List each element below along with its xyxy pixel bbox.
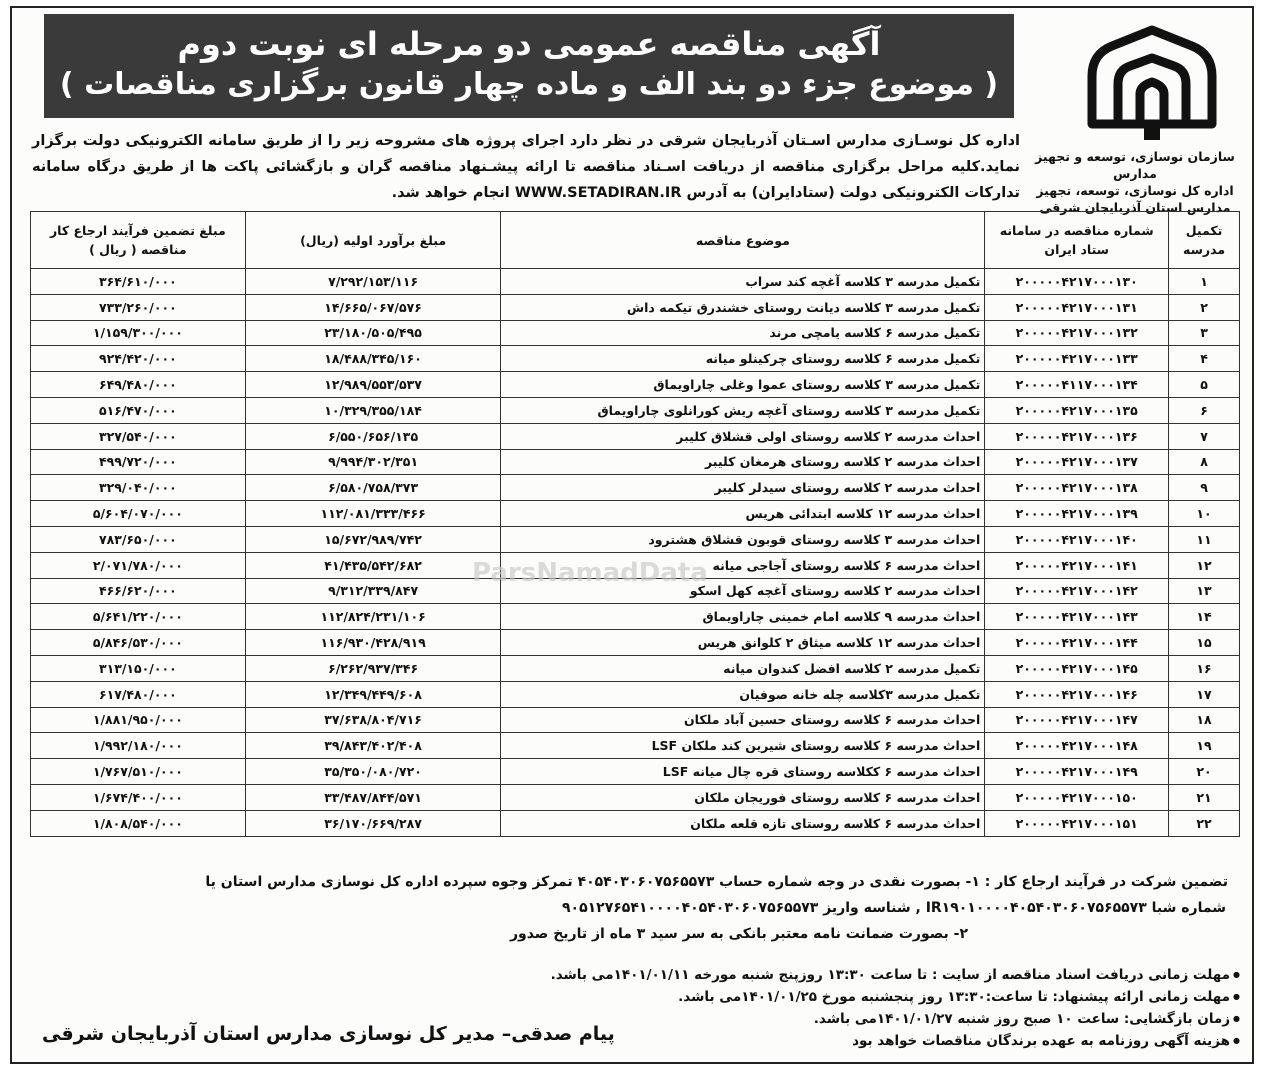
- cell-subject: احداث مدرسه ۶ کلاسه روستای تازه قلعه ملکان: [501, 810, 985, 836]
- cell-guarantee: ۵/۶۴۱/۲۲۰/۰۰۰: [31, 604, 246, 630]
- table-row: [31, 578, 1240, 604]
- table-header-row: [31, 212, 1240, 269]
- cell-estimate: ۴۱/۴۳۵/۵۴۲/۶۸۲: [245, 552, 501, 578]
- cell-subject: احداث مدرسه ۲ کلاسه روستای اولی قشلاق کلیبر: [501, 423, 985, 449]
- cell-tender-number: ۲۰۰۰۰۰۴۲۱۷۰۰۰۱۳۶: [985, 423, 1169, 449]
- cell-row-number: ۸: [1169, 449, 1240, 475]
- cell-tender-number: ۲۰۰۰۰۰۴۲۱۷۰۰۰۱۴۹: [985, 759, 1169, 785]
- guarantee-line-1: تضمین شرکت در فرآیند ارجاع کار : ۱- بصورت نقدی در وجه شماره حساب ۴۰۵۴۰۳۰۶۰۷۵۶۵۵۷۳ تمرکز وجوه سپرده اداره کل نوسازی مدارس استان یا: [205, 874, 1228, 890]
- cell-tender-number: ۲۰۰۰۰۰۴۲۱۷۰۰۰۱۳۹: [985, 501, 1169, 527]
- notes-list: [551, 964, 1240, 1052]
- cell-estimate: ۶/۵۸۰/۷۵۸/۳۷۳: [245, 475, 501, 501]
- table-row: [31, 630, 1240, 656]
- cell-tender-number: ۲۰۰۰۰۰۴۲۱۷۰۰۰۱۴۶: [985, 681, 1169, 707]
- cell-tender-number: ۲۰۰۰۰۰۴۲۱۷۰۰۰۱۵۰: [985, 784, 1169, 810]
- organization-line-2: اداره کل نوسازی، توسعه، تجهیز: [1036, 183, 1234, 198]
- table-row: [31, 269, 1240, 295]
- cell-subject: احداث مدرسه ۳ کلاسه روستای قوبون قشلاق هشترود: [501, 526, 985, 552]
- cell-row-number: ۱۳: [1169, 578, 1240, 604]
- note-item: ● هزینه آگهی روزنامه به عهده برندگان مناقصات خواهد بود: [551, 1030, 1240, 1052]
- cell-estimate: ۳۷/۶۳۸/۸۰۴/۷۱۶: [245, 707, 501, 733]
- cell-estimate: ۱۵/۶۷۲/۹۸۹/۷۴۲: [245, 526, 501, 552]
- cell-estimate: ۱۸/۴۸۸/۳۴۵/۱۶۰: [245, 346, 501, 372]
- cell-guarantee: ۱/۱۵۹/۳۰۰/۰۰۰: [31, 320, 246, 346]
- table-row: [31, 501, 1240, 527]
- cell-subject: احداث مدرسه ۶ ککلاسه روستای قره چال میانه LSF: [501, 759, 985, 785]
- cell-row-number: ۵: [1169, 372, 1240, 398]
- cell-tender-number: ۲۰۰۰۰۰۴۲۱۷۰۰۰۱۵۱: [985, 810, 1169, 836]
- cell-subject: احداث مدرسه ۱۲ کلاسه میثاق ۲ کلوانق هریس: [501, 630, 985, 656]
- table-body: [31, 269, 1240, 837]
- cell-row-number: ۱۰: [1169, 501, 1240, 527]
- cell-subject: تکمیل مدرسه ۳ کلاسه روستای عموا وغلی چاراویماق: [501, 372, 985, 398]
- cell-row-number: ۱۸: [1169, 707, 1240, 733]
- cell-subject: تکمیل مدرسه ۲ کلاسه افضل کندوان میانه: [501, 655, 985, 681]
- table-row: [31, 423, 1240, 449]
- cell-tender-number: ۲۰۰۰۰۰۴۲۱۷۰۰۰۱۳۸: [985, 475, 1169, 501]
- cell-guarantee: ۳۲۷/۵۴۰/۰۰۰: [31, 423, 246, 449]
- cell-estimate: ۶/۵۵۰/۶۵۶/۱۳۵: [245, 423, 501, 449]
- cell-guarantee: ۵/۶۰۴/۰۷۰/۰۰۰: [31, 501, 246, 527]
- cell-row-number: ۱۴: [1169, 604, 1240, 630]
- table-row: [31, 552, 1240, 578]
- cell-guarantee: ۳۶۴/۶۱۰/۰۰۰: [31, 269, 246, 295]
- cell-subject: احداث مدرسه ۶ کلاسه روستای حسین آباد ملکان: [501, 707, 985, 733]
- cell-tender-number: ۲۰۰۰۰۰۴۲۱۷۰۰۰۱۴۳: [985, 604, 1169, 630]
- signature: پیام صدقی– مدیر کل نوسازی مدارس استان آذربایجان شرقی: [42, 1023, 615, 1045]
- table-row: [31, 681, 1240, 707]
- table-row: [31, 346, 1240, 372]
- cell-guarantee: ۷۸۳/۶۵۰/۰۰۰: [31, 526, 246, 552]
- note-item: ● مهلت زمانی ارائه پیشنهاد: تا ساعت:۱۳:۳۰ روز پنجشنبه مورخ ۱۴۰۱/۰۱/۲۵می باشد.: [551, 986, 1240, 1008]
- cell-guarantee: ۳۲۹/۰۴۰/۰۰۰: [31, 475, 246, 501]
- cell-estimate: ۳۳/۴۸۷/۸۴۴/۵۷۱: [245, 784, 501, 810]
- header-estimate: مبلغ برآورد اولیه (ریال): [245, 212, 501, 269]
- cell-guarantee: ۱/۹۹۲/۱۸۰/۰۰۰: [31, 733, 246, 759]
- tender-table: [30, 211, 1240, 837]
- organization-name: [1032, 148, 1238, 216]
- organization-line-1: سازمان نوسازی، توسعه و تجهیز مدارس: [1035, 149, 1235, 181]
- cell-tender-number: ۲۰۰۰۰۰۴۲۱۷۰۰۰۱۳۰: [985, 269, 1169, 295]
- cell-estimate: ۱۱۲/۸۲۴/۲۳۱/۱۰۶: [245, 604, 501, 630]
- cell-guarantee: ۵۱۶/۴۷۰/۰۰۰: [31, 397, 246, 423]
- cell-row-number: ۱: [1169, 269, 1240, 295]
- cell-guarantee: ۴۶۶/۶۲۰/۰۰۰: [31, 578, 246, 604]
- cell-row-number: ۹: [1169, 475, 1240, 501]
- cell-row-number: ۲۰: [1169, 759, 1240, 785]
- cell-tender-number: ۲۰۰۰۰۰۴۲۱۷۰۰۰۱۴۷: [985, 707, 1169, 733]
- cell-guarantee: ۶۱۷/۴۸۰/۰۰۰: [31, 681, 246, 707]
- cell-subject: تکمیل مدرسه ۳ کلاسه دیانت روستای خشندرق تیکمه داش: [501, 294, 985, 320]
- cell-subject: احداث مدرسه ۱۲ کلاسه ابتدائی هریس: [501, 501, 985, 527]
- cell-guarantee: ۵/۸۴۶/۵۳۰/۰۰۰: [31, 630, 246, 656]
- guarantee-section: [30, 869, 1228, 947]
- cell-row-number: ۷: [1169, 423, 1240, 449]
- cell-estimate: ۷/۲۹۲/۱۵۳/۱۱۶: [245, 269, 501, 295]
- cell-estimate: ۱۲/۳۴۹/۴۴۹/۶۰۸: [245, 681, 501, 707]
- table-row: [31, 655, 1240, 681]
- guarantee-line-2: شماره شبا IR۱۹۰۱۰۰۰۰۴۰۵۴۰۳۰۶۰۷۵۶۵۵۷۳ , شناسه واریز ۹۰۵۱۲۷۶۵۴۱۰۰۰۰۴۰۵۴۰۳۰۶۰۷۵۶۵۵۷۳: [561, 900, 1226, 916]
- table-row: [31, 397, 1240, 423]
- table-row: [31, 604, 1240, 630]
- cell-estimate: ۳۵/۳۵۰/۰۸۰/۷۲۰: [245, 759, 501, 785]
- cell-guarantee: ۱/۸۰۸/۵۴۰/۰۰۰: [31, 810, 246, 836]
- cell-tender-number: ۲۰۰۰۰۰۴۲۱۷۰۰۰۱۴۸: [985, 733, 1169, 759]
- table-row: [31, 526, 1240, 552]
- cell-estimate: ۱۱۲/۰۸۱/۳۳۳/۴۶۶: [245, 501, 501, 527]
- cell-guarantee: ۱/۶۷۴/۴۰۰/۰۰۰: [31, 784, 246, 810]
- cell-row-number: ۱۶: [1169, 655, 1240, 681]
- cell-subject: احداث مدرسه ۶ کلاسه روستای فوریجان ملکان: [501, 784, 985, 810]
- cell-subject: احداث مدرسه ۶ کلاسه روستای شیرین کند ملکان LSF: [501, 733, 985, 759]
- table-row: [31, 759, 1240, 785]
- cell-row-number: ۴: [1169, 346, 1240, 372]
- note-item: ● زمان بازگشایی: ساعت ۱۰ صبح روز شنبه ۱۴۰۱/۰۱/۲۷می باشد.: [551, 1008, 1240, 1030]
- organization-logo: [1070, 24, 1234, 142]
- table-row: [31, 449, 1240, 475]
- cell-guarantee: ۳۱۳/۱۵۰/۰۰۰: [31, 655, 246, 681]
- cell-row-number: ۱۹: [1169, 733, 1240, 759]
- table-row: [31, 294, 1240, 320]
- cell-subject: تکمیل مدرسه ۳ کلاسه روستای آغچه ریش کورانلوی چاراویماق: [501, 397, 985, 423]
- header-guarantee: مبلغ تضمین فرآیند ارجاع کار مناقصه ( ریال ): [31, 212, 246, 269]
- tender-notice: [10, 6, 1254, 1064]
- cell-estimate: ۱۱۶/۹۳۰/۴۲۸/۹۱۹: [245, 630, 501, 656]
- cell-guarantee: ۹۲۴/۴۲۰/۰۰۰: [31, 346, 246, 372]
- cell-estimate: ۱۲/۹۸۹/۵۵۳/۵۳۷: [245, 372, 501, 398]
- table-row: [31, 475, 1240, 501]
- cell-row-number: ۶: [1169, 397, 1240, 423]
- cell-guarantee: ۱/۸۸۱/۹۵۰/۰۰۰: [31, 707, 246, 733]
- guarantee-line-3: ۲- بصورت ضمانت نامه معتبر بانکی به سر سید ۳ ماه از تاریخ صدور: [509, 926, 969, 942]
- cell-tender-number: ۲۰۰۰۰۰۴۲۱۷۰۰۰۱۴۵: [985, 655, 1169, 681]
- cell-tender-number: ۲۰۰۰۰۰۴۱۱۷۰۰۰۱۳۴: [985, 372, 1169, 398]
- cell-estimate: ۹/۹۹۴/۳۰۲/۳۵۱: [245, 449, 501, 475]
- cell-guarantee: ۴۹۹/۷۲۰/۰۰۰: [31, 449, 246, 475]
- title-line-1: آگهی مناقصه عمومی دو مرحله ای نوبت دوم: [177, 25, 881, 63]
- cell-subject: احداث مدرسه ۲ کلاسه روستای آغچه کهل اسکو: [501, 578, 985, 604]
- cell-tender-number: ۲۰۰۰۰۰۴۲۱۷۰۰۰۱۴۱: [985, 552, 1169, 578]
- cell-row-number: ۲۲: [1169, 810, 1240, 836]
- title-banner: [44, 14, 1014, 118]
- organization-line-3: مدارس استان آذربایجان شرقی: [1039, 200, 1231, 215]
- cell-row-number: ۱۵: [1169, 630, 1240, 656]
- table-row: [31, 810, 1240, 836]
- cell-subject: احداث مدرسه ۲ کلاسه روستای سیدلر کلیبر: [501, 475, 985, 501]
- cell-estimate: ۳۹/۸۴۳/۴۰۲/۴۰۸: [245, 733, 501, 759]
- cell-estimate: ۲۳/۱۸۰/۵۰۵/۴۹۵: [245, 320, 501, 346]
- cell-row-number: ۲: [1169, 294, 1240, 320]
- cell-subject: تکمیل مدرسه ۶ کلاسه روستای چرکینلو میانه: [501, 346, 985, 372]
- cell-subject: احداث مدرسه ۹ کلاسه امام خمینی چاراویماق: [501, 604, 985, 630]
- watermark: ParsNamadData: [472, 558, 708, 588]
- cell-guarantee: ۶۴۹/۴۸۰/۰۰۰: [31, 372, 246, 398]
- note-item: ● مهلت زمانی دریافت اسناد مناقصه از سایت : تا ساعت ۱۳:۳۰ روزپنج شنبه مورخه ۱۴۰۱/۰۱/۱۱می باشد.: [551, 964, 1240, 986]
- cell-tender-number: ۲۰۰۰۰۰۴۲۱۷۰۰۰۱۴۲: [985, 578, 1169, 604]
- cell-estimate: ۱۰/۳۲۹/۳۵۵/۱۸۴: [245, 397, 501, 423]
- header-subject: موضوع مناقصه: [501, 212, 985, 269]
- title-line-2: ( موضوع جزء دو بند الف و ماده چهار قانون برگزاری مناقصات ): [59, 67, 999, 102]
- cell-subject: تکمیل مدرسه ۳ کلاسه آغچه کند سراب: [501, 269, 985, 295]
- header-row-number: تکمیل مدرسه: [1169, 212, 1240, 269]
- cell-tender-number: ۲۰۰۰۰۰۴۲۱۷۰۰۰۱۳۷: [985, 449, 1169, 475]
- cell-subject: احداث مدرسه ۶ کلاسه روستای آجاجی میانه: [501, 552, 985, 578]
- cell-tender-number: ۲۰۰۰۰۰۴۲۱۷۰۰۰۱۳۵: [985, 397, 1169, 423]
- cell-estimate: ۳۶/۱۷۰/۶۶۹/۲۸۷: [245, 810, 501, 836]
- cell-guarantee: ۲/۰۷۱/۷۸۰/۰۰۰: [31, 552, 246, 578]
- cell-guarantee: ۷۳۳/۲۶۰/۰۰۰: [31, 294, 246, 320]
- header-tender-number: شماره مناقصه در سامانه ستاد ایران: [985, 212, 1169, 269]
- cell-subject: تکمیل مدرسه ۶ کلاسه یامچی مرند: [501, 320, 985, 346]
- cell-row-number: ۳: [1169, 320, 1240, 346]
- cell-subject: تکمیل مدرسه ۳کلاسه چله خانه صوفیان: [501, 681, 985, 707]
- cell-row-number: ۲۱: [1169, 784, 1240, 810]
- cell-tender-number: ۲۰۰۰۰۰۴۲۱۷۰۰۰۱۴۰: [985, 526, 1169, 552]
- table-row: [31, 784, 1240, 810]
- cell-tender-number: ۲۰۰۰۰۰۴۲۱۷۰۰۰۱۳۲: [985, 320, 1169, 346]
- table-row: [31, 320, 1240, 346]
- cell-tender-number: ۲۰۰۰۰۰۴۲۱۷۰۰۰۱۴۴: [985, 630, 1169, 656]
- cell-estimate: ۹/۳۱۲/۳۳۹/۸۴۷: [245, 578, 501, 604]
- table-row: [31, 733, 1240, 759]
- cell-tender-number: ۲۰۰۰۰۰۴۲۱۷۰۰۰۱۳۱: [985, 294, 1169, 320]
- table-row: [31, 372, 1240, 398]
- cell-guarantee: ۱/۷۶۷/۵۱۰/۰۰۰: [31, 759, 246, 785]
- table-row: [31, 707, 1240, 733]
- intro-paragraph: اداره کل نوسـازی مدارس اسـتان آذربایجان شرقی در نظر دارد اجرای پروژه های مشروحه زیر را از طریق سامانه الکترونیکی دولت برگزار نماید.کلیه مراحل برگزاری مناقصه از دریافت اسـناد مناقصه تا ارائه پیشـنهاد مناقصه گران و بازگشائی پاکت ها از طریق درگاه سامانه تدارکات الکترونیکی دولت (ستادایران) به آدرس WWW.SETADIRAN.IR انجام خواهد شد.: [32, 133, 1020, 201]
- cell-subject: احداث مدرسه ۲ کلاسه روستای هرمغان کلیبر: [501, 449, 985, 475]
- cell-row-number: ۱۱: [1169, 526, 1240, 552]
- cell-tender-number: ۲۰۰۰۰۰۴۲۱۷۰۰۰۱۳۳: [985, 346, 1169, 372]
- cell-row-number: ۱۲: [1169, 552, 1240, 578]
- cell-estimate: ۱۴/۶۶۵/۰۶۷/۵۷۶: [245, 294, 501, 320]
- cell-row-number: ۱۷: [1169, 681, 1240, 707]
- cell-estimate: ۶/۲۶۲/۹۳۷/۳۴۶: [245, 655, 501, 681]
